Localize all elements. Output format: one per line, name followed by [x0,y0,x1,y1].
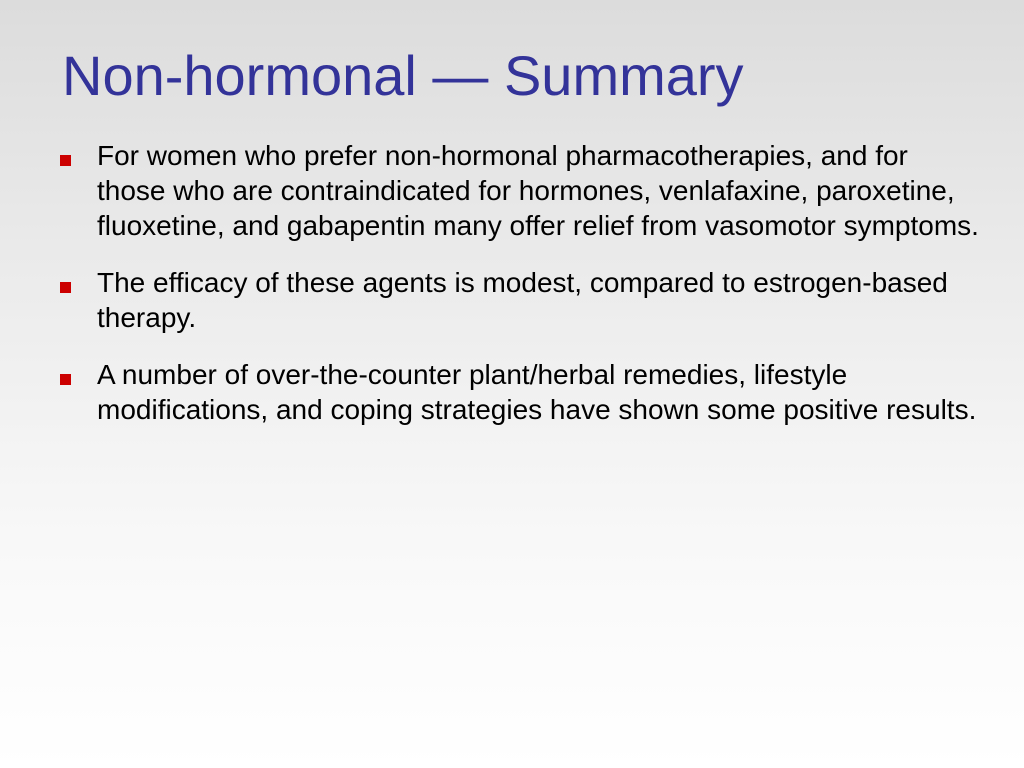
square-bullet-icon [60,155,71,166]
slide-title: Non-hormonal — Summary [62,44,744,107]
square-bullet-icon [60,374,71,385]
bullet-item [60,357,980,427]
bullet-text: For women who prefer non-hormonal pharmacotherapies, and for those who are contraindicated for hormones, venlafaxine, paroxetine, fluoxetine, and gabapentin many offer relief from vasomotor symptoms. [97,140,979,241]
bullet-text: A number of over-the-counter plant/herbal remedies, lifestyle modifications, and coping strategies have shown some positive results. [97,359,977,425]
square-bullet-icon [60,282,71,293]
bullet-list [60,138,980,449]
bullet-text: The efficacy of these agents is modest, compared to estrogen-based therapy. [97,267,948,333]
bullet-item [60,138,980,243]
bullet-item [60,265,980,335]
